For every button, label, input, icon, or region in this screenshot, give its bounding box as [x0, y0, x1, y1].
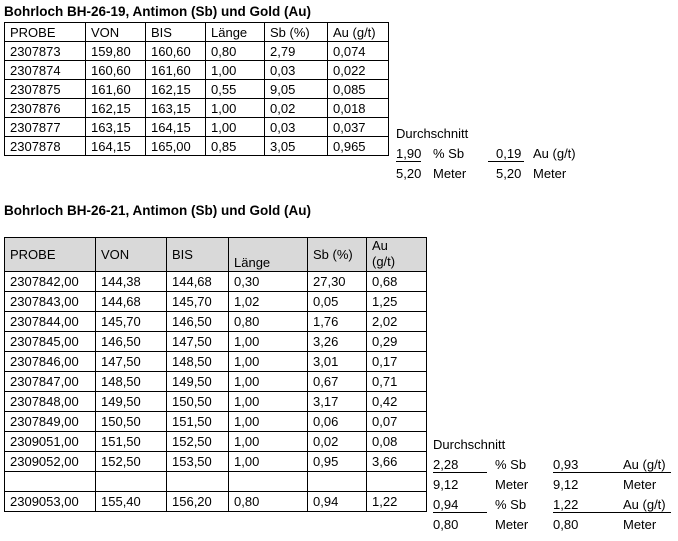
table-cell: 147,50: [96, 352, 167, 372]
table-cell: 0,02: [308, 432, 367, 452]
table-cell: 144,68: [167, 272, 229, 292]
table2-au-unit-1: Au (g/t): [623, 457, 666, 472]
table-cell: 0,037: [328, 118, 389, 137]
table-cell: 146,50: [96, 332, 167, 352]
table-cell: 2307849,00: [5, 412, 96, 432]
table-cell: 2307875: [5, 80, 86, 99]
table-cell: 150,50: [167, 392, 229, 412]
table-cell: 1,00: [229, 412, 308, 432]
column-header: Länge: [229, 238, 308, 272]
table-cell: 0,085: [328, 80, 389, 99]
table-cell: 2307848,00: [5, 392, 96, 412]
table-cell: 2309051,00: [5, 432, 96, 452]
table1: [4, 22, 389, 156]
table2-length-2a: 0,80: [433, 517, 459, 532]
table-row: [5, 292, 427, 312]
table-cell: 3,26: [308, 332, 367, 352]
table2-sb-unit-1: % Sb: [495, 457, 527, 472]
table-cell: 1,00: [229, 352, 308, 372]
table-cell: 0,074: [328, 42, 389, 61]
table-cell: 150,50: [96, 412, 167, 432]
table-cell: [367, 472, 427, 492]
table-cell: 9,05: [265, 80, 328, 99]
table-cell: 1,76: [308, 312, 367, 332]
table-cell: 0,018: [328, 99, 389, 118]
table-cell: 0,17: [367, 352, 427, 372]
table-cell: 27,30: [308, 272, 367, 292]
table-cell: 0,965: [328, 137, 389, 156]
table-cell: 162,15: [146, 80, 206, 99]
table2-sb-average-2: 0,94: [433, 497, 487, 513]
table2-length-2a-unit: Meter: [495, 517, 529, 532]
table-cell: 1,00: [206, 118, 265, 137]
table-cell: 3,66: [367, 452, 427, 472]
table-cell: 0,42: [367, 392, 427, 412]
table-cell: 0,02: [265, 99, 328, 118]
table-cell: 1,00: [206, 99, 265, 118]
table1-sb-unit: % Sb: [433, 146, 465, 161]
table-row: [5, 312, 427, 332]
table1-title: Bohrloch BH-26-19, Antimon (Sb) und Gold (Au): [4, 4, 311, 19]
table-cell: 1,00: [229, 392, 308, 412]
column-header: BIS: [146, 23, 206, 42]
table-cell: 0,08: [367, 432, 427, 452]
table-row: [5, 412, 427, 432]
table-row: [5, 42, 389, 61]
table-cell: 161,60: [86, 80, 146, 99]
table-row: [5, 99, 389, 118]
table-cell: 2307846,00: [5, 352, 96, 372]
table-row: [5, 118, 389, 137]
table-cell: 151,50: [167, 412, 229, 432]
table-row: [5, 472, 427, 492]
table-cell: 0,85: [206, 137, 265, 156]
table-cell: 163,15: [146, 99, 206, 118]
table-cell: 1,25: [367, 292, 427, 312]
column-header: PROBE: [5, 23, 86, 42]
table-cell: 0,07: [367, 412, 427, 432]
table-cell: 2309053,00: [5, 492, 96, 512]
table-cell: 0,29: [367, 332, 427, 352]
table-cell: 0,68: [367, 272, 427, 292]
table-cell: 1,00: [229, 452, 308, 472]
table-cell: 0,94: [308, 492, 367, 512]
table-cell: 144,38: [96, 272, 167, 292]
table-cell: 3,05: [265, 137, 328, 156]
column-header: Au (g/t): [328, 23, 389, 42]
table-cell: 147,50: [167, 332, 229, 352]
table2-au-average-2: 1,22: [553, 497, 671, 513]
table-cell: 1,22: [367, 492, 427, 512]
column-header: PROBE: [5, 238, 96, 272]
table-cell: [5, 472, 96, 492]
table-row: [5, 61, 389, 80]
table-cell: 3,17: [308, 392, 367, 412]
column-header: VON: [86, 23, 146, 42]
table-cell: 2307876: [5, 99, 86, 118]
table-cell: 2307843,00: [5, 292, 96, 312]
table-cell: 144,68: [96, 292, 167, 312]
table-cell: 2,02: [367, 312, 427, 332]
table-cell: 0,06: [308, 412, 367, 432]
table-cell: 2307873: [5, 42, 86, 61]
column-header: Au (g/t): [367, 238, 427, 272]
table-cell: [308, 472, 367, 492]
table-cell: 0,03: [265, 118, 328, 137]
table-row: [5, 372, 427, 392]
table-row: [5, 137, 389, 156]
table-cell: 149,50: [96, 392, 167, 412]
table-cell: 0,03: [265, 61, 328, 80]
table1-length-2: 5,20: [496, 166, 522, 181]
table-row: [5, 332, 427, 352]
table-cell: 0,80: [206, 42, 265, 61]
table-cell: 3,01: [308, 352, 367, 372]
table-cell: 145,70: [96, 312, 167, 332]
table-cell: 1,00: [229, 372, 308, 392]
table1-summary-label: Durchschnitt: [396, 126, 469, 141]
table-cell: 152,50: [167, 432, 229, 452]
table-row: [5, 352, 427, 372]
table-cell: 0,05: [308, 292, 367, 312]
table1-au-average: 0,19: [488, 146, 524, 162]
table-row: [5, 272, 427, 292]
table-cell: 2307847,00: [5, 372, 96, 392]
table-cell: 164,15: [86, 137, 146, 156]
table-cell: 0,80: [229, 492, 308, 512]
table-cell: 149,50: [167, 372, 229, 392]
table-cell: 1,02: [229, 292, 308, 312]
table-cell: 0,95: [308, 452, 367, 472]
table2-length-2b: 0,80: [553, 517, 579, 532]
table2-length-2b-unit: Meter: [623, 517, 657, 532]
table-cell: 164,15: [146, 118, 206, 137]
table-cell: 152,50: [96, 452, 167, 472]
table2-header-row: [5, 238, 427, 272]
table-cell: 162,15: [86, 99, 146, 118]
column-header: Sb (%): [265, 23, 328, 42]
table-cell: 159,80: [86, 42, 146, 61]
table-cell: 0,80: [229, 312, 308, 332]
table-cell: 2307845,00: [5, 332, 96, 352]
table2-summary-label: Durchschnitt: [433, 437, 506, 452]
table2-title: Bohrloch BH-26-21, Antimon (Sb) und Gold (Au): [4, 203, 311, 218]
table-cell: 151,50: [96, 432, 167, 452]
table-cell: 160,60: [146, 42, 206, 61]
table2-sb-average-1: 2,28: [433, 457, 487, 473]
table-row: [5, 392, 427, 412]
column-header: Sb (%): [308, 238, 367, 272]
table-cell: 0,71: [367, 372, 427, 392]
table1-au-unit: Au (g/t): [533, 146, 576, 161]
table2-length-1b-unit: Meter: [623, 477, 657, 492]
column-header: VON: [96, 238, 167, 272]
table-cell: [167, 472, 229, 492]
table-cell: 2,79: [265, 42, 328, 61]
table-cell: 2307878: [5, 137, 86, 156]
table1-length-1-unit: Meter: [433, 166, 467, 181]
table-cell: 161,60: [146, 61, 206, 80]
table1-header-row: [5, 23, 389, 42]
table-cell: 2307844,00: [5, 312, 96, 332]
table-cell: 1,00: [229, 432, 308, 452]
table-cell: 165,00: [146, 137, 206, 156]
table-cell: 0,55: [206, 80, 265, 99]
table1-sb-average: 1,90: [396, 146, 422, 161]
table-cell: 146,50: [167, 312, 229, 332]
table-cell: 148,50: [96, 372, 167, 392]
table2-length-1a: 9,12: [433, 477, 459, 492]
table1-length-1: 5,20: [396, 166, 422, 181]
table-row: [5, 452, 427, 472]
table-cell: [229, 472, 308, 492]
table2-length-1a-unit: Meter: [495, 477, 529, 492]
table-cell: 2309052,00: [5, 452, 96, 472]
table2-length-1b: 9,12: [553, 477, 579, 492]
table-cell: 163,15: [86, 118, 146, 137]
table-cell: 145,70: [167, 292, 229, 312]
table-cell: 1,00: [229, 332, 308, 352]
table2-au-unit-2: Au (g/t): [623, 497, 666, 512]
table-cell: 155,40: [96, 492, 167, 512]
table-cell: 160,60: [86, 61, 146, 80]
table-cell: 2307874: [5, 61, 86, 80]
table-row: [5, 80, 389, 99]
table-row: [5, 432, 427, 452]
table-cell: 0,30: [229, 272, 308, 292]
table-row: [5, 492, 427, 512]
column-header: Länge: [206, 23, 265, 42]
table-cell: 0,67: [308, 372, 367, 392]
table-cell: 148,50: [167, 352, 229, 372]
table-cell: 156,20: [167, 492, 229, 512]
table-cell: 153,50: [167, 452, 229, 472]
table2-sb-unit-2: % Sb: [495, 497, 527, 512]
table-cell: 0,022: [328, 61, 389, 80]
table2-au-average-1: 0,93: [553, 457, 671, 473]
table-cell: 2307842,00: [5, 272, 96, 292]
table2: [4, 237, 427, 512]
table-cell: 2307877: [5, 118, 86, 137]
table-cell: [96, 472, 167, 492]
table1-length-2-unit: Meter: [533, 166, 567, 181]
table-cell: 1,00: [206, 61, 265, 80]
column-header: BIS: [167, 238, 229, 272]
